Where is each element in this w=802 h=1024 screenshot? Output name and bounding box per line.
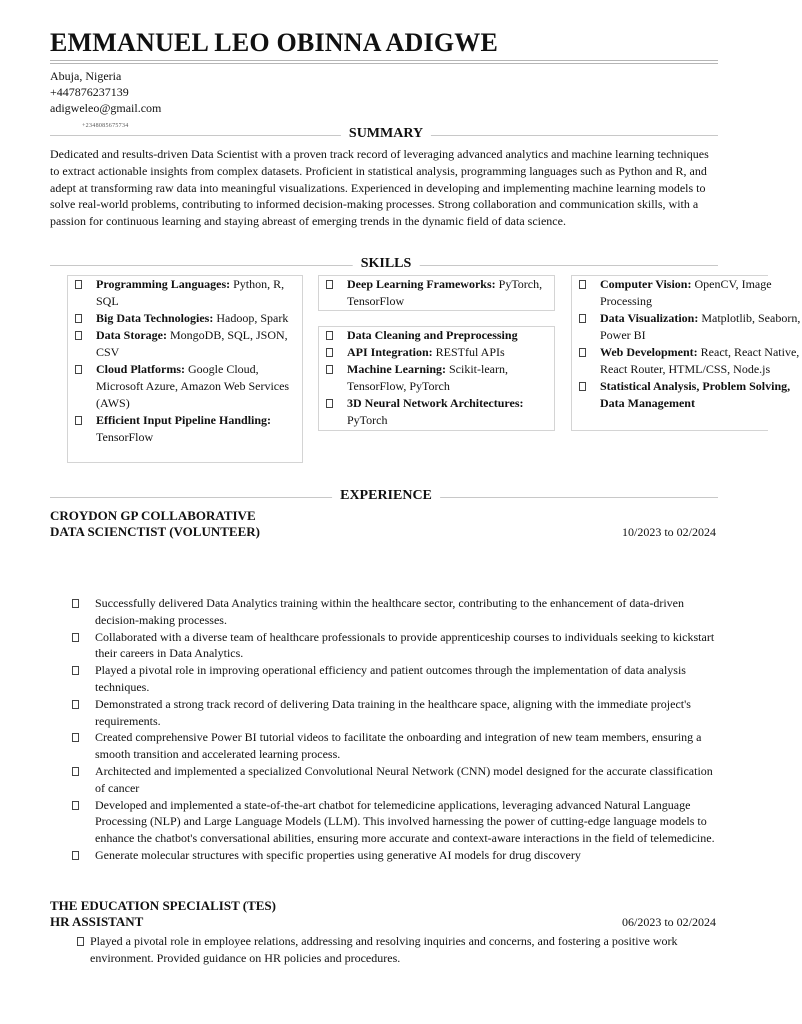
summary-title: SUMMARY [341, 126, 431, 142]
checkbox-bullet-icon [72, 767, 79, 776]
checkbox-bullet-icon [75, 365, 82, 374]
checkbox-bullet-icon [75, 416, 82, 425]
checkbox-bullet-icon [72, 599, 79, 608]
skill-item: Data Storage: MongoDB, SQL, JSON, CSV [68, 327, 298, 361]
skills-column-2b [318, 326, 555, 431]
skill-item: Deep Learning Frameworks: PyTorch, TensorFlow [319, 276, 550, 310]
skill-item: Cloud Platforms: Google Cloud, Microsoft Azure, Amazon Web Services (AWS) [68, 361, 298, 412]
job-1-dates: 10/2023 to 02/2024 [621, 525, 716, 539]
candidate-name: EMMANUEL LEO OBINNA ADIGWE [50, 28, 498, 57]
checkbox-bullet-icon [326, 365, 333, 374]
header-rule-top [50, 60, 718, 61]
job-1-org: CROYDON GP COLLABORATIVE [50, 508, 256, 523]
contact-block [50, 68, 161, 116]
job-2-role: HR ASSISTANT [50, 914, 144, 929]
skills-title: SKILLS [353, 256, 420, 272]
job-2-org: THE EDUCATION SPECIALIST (TES) [50, 898, 276, 913]
job-1-role: DATA SCIENCTIST (VOLUNTEER) [50, 524, 260, 539]
list-item: Architected and implemented a specialized Convolutional Neural Network (CNN) model designed for the accurate classification of cancer [50, 763, 720, 797]
skill-item: API Integration: RESTful APIs [319, 344, 550, 361]
experience-title: EXPERIENCE [332, 488, 440, 504]
skills-column-2a [318, 275, 555, 311]
alt-phone: +2348085675734 [82, 123, 129, 129]
job-2-dates: 06/2023 to 02/2024 [621, 915, 716, 929]
skills-column-3-inner [572, 276, 802, 412]
checkbox-bullet-icon [72, 633, 79, 642]
checkbox-bullet-icon [77, 937, 84, 946]
list-item: Played a pivotal role in employee relations, addressing and resolving inquiries and concerns, and fostering a positive work environment. Provided guidance on HR policies and procedures. [50, 933, 720, 967]
skill-item: Statistical Analysis, Problem Solving, Data Management [572, 378, 802, 412]
email: adigweleo@gmail.com [50, 101, 162, 115]
checkbox-bullet-icon [326, 399, 333, 408]
checkbox-bullet-icon [75, 314, 82, 323]
checkbox-bullet-icon [326, 280, 333, 289]
skills-column-3 [571, 275, 801, 431]
skill-item: Machine Learning: Scikit-learn, TensorFlow, PyTorch [319, 361, 550, 395]
skills-column-1 [67, 275, 303, 463]
list-item: Successfully delivered Data Analytics training within the healthcare sector, contributing to the enhancement of data-driven decision-making processes. [50, 595, 720, 629]
skill-item: Data Visualization: Matplotlib, Seaborn, Power BI [572, 310, 802, 344]
skill-item: Web Development: React, React Native, React Router, HTML/CSS, Node.js [572, 344, 802, 378]
experience-heading [50, 488, 718, 506]
checkbox-bullet-icon [326, 348, 333, 357]
summary-heading [50, 126, 718, 144]
list-item: Collaborated with a diverse team of healthcare professionals to provide apprenticeship courses to individuals seeking to kickstart their careers in Data Analytics. [50, 629, 720, 663]
skill-item: Programming Languages: Python, R, SQL [68, 276, 298, 310]
job-2-bullets [50, 933, 720, 967]
header-rule-bottom [50, 63, 718, 64]
skills-heading [50, 256, 718, 274]
list-item: Created comprehensive Power BI tutorial videos to facilitate the onboarding and integration of new team members, ensuring a smooth transition and accelerated learning process. [50, 729, 720, 763]
checkbox-bullet-icon [579, 348, 586, 357]
job-1-bullets [50, 595, 720, 864]
checkbox-bullet-icon [72, 700, 79, 709]
checkbox-bullet-icon [579, 314, 586, 323]
checkbox-bullet-icon [72, 851, 79, 860]
skill-item: Data Cleaning and Preprocessing [319, 327, 550, 344]
summary-text: Dedicated and results-driven Data Scientist with a proven track record of leveraging advanced analytics and machine learning techniques to extract actionable insights from complex datasets. Proficient in statistical analysis, programming languages such as Python and R, and adept at transforming raw data into meaningful visualizations. Experienced in developing and implementing machine learning models to solve real-world problems, contributing to informed decision-making processes. Strong collaboration and communication skills, with a passion for continuous learning and staying abreast of emerging trends in the dynamic field of data science. [50, 147, 709, 229]
checkbox-bullet-icon [579, 382, 586, 391]
skill-item: 3D Neural Network Architectures: PyTorch [319, 395, 550, 429]
checkbox-bullet-icon [579, 280, 586, 289]
location: Abuja, Nigeria [50, 69, 122, 83]
list-item: Played a pivotal role in improving operational efficiency and patient outcomes through the implementation of data analysis techniques. [50, 662, 720, 696]
skill-item: Computer Vision: OpenCV, Image Processing [572, 276, 802, 310]
list-item: Generate molecular structures with specific properties using generative AI models for drug discovery [50, 847, 720, 864]
checkbox-bullet-icon [72, 801, 79, 810]
checkbox-bullet-icon [75, 331, 82, 340]
skill-item: Big Data Technologies: Hadoop, Spark [68, 310, 298, 327]
list-item: Developed and implemented a state-of-the-art chatbot for telemedicine applications, leveraging advanced Natural Language Processing (NLP) and Large Language Models (LLM). This involved harnessing the power of cutting-edge language models to enhance the chatbot's conversational abilities, ensuring more accurate and context-aware interactions in the field of telemedicine. [50, 797, 720, 847]
phone: +447876237139 [50, 85, 129, 99]
skill-item: Efficient Input Pipeline Handling: TensorFlow [68, 412, 298, 446]
checkbox-bullet-icon [72, 666, 79, 675]
checkbox-bullet-icon [326, 331, 333, 340]
list-item: Demonstrated a strong track record of delivering Data training in the healthcare space, aligning with the immediate project's requirements. [50, 696, 720, 730]
checkbox-bullet-icon [72, 733, 79, 742]
checkbox-bullet-icon [75, 280, 82, 289]
